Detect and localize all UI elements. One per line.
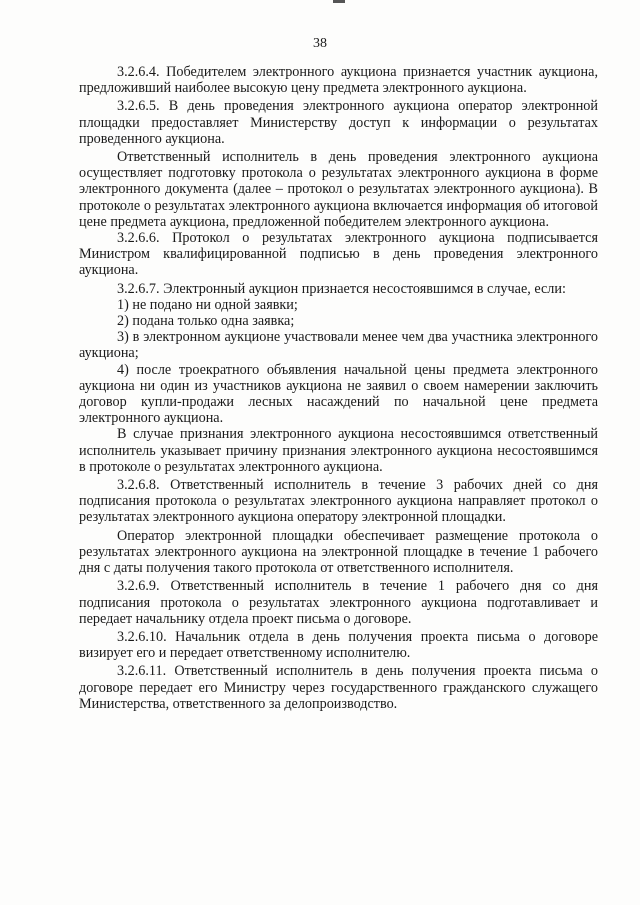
paragraph-3-2-6-10: 3.2.6.10. Начальник отдела в день получения проекта письма о договоре визирует его и передает ответственному исполнителю. <box>79 628 598 662</box>
scan-mark <box>333 0 345 3</box>
paragraph-3-2-6-9: 3.2.6.9. Ответственный исполнитель в течение 1 рабочего дня со дня подписания протокола о результатах электронного аукциона подготавливает и передает начальнику отдела проект письма о договоре. <box>79 578 598 627</box>
list-item-3: 3) в электронном аукционе участвовали менее чем два участника электронного аукциона; <box>79 329 598 362</box>
paragraph-operator-publication: Оператор электронной площадки обеспечивает размещение протокола о результатах электронного аукциона на электронной площадке в течение 1 рабочего дня с даты получения такого протокола от ответственного исполнителя. <box>79 527 598 577</box>
paragraph-3-2-6-4: 3.2.6.4. Победителем электронного аукциона признается участник аукциона, предложивший наиболее высокую цену предмета электронного аукциона. <box>79 64 598 97</box>
paragraph-failure-reason: В случае признания электронного аукциона несостоявшимся ответственный исполнитель указывает причину признания электронного аукциона несостоявшимся в протоколе о результатах электронного аукциона. <box>79 426 598 475</box>
list-item-4: 4) после троекратного объявления начальной цены предмета электронного аукциона ни один из участников аукциона не заявил о своем намерении заключить договор купли-продажи лесных насаждений по начальной цене предмета электронного аукциона. <box>79 361 598 427</box>
paragraph-3-2-6-7: 3.2.6.7. Электронный аукцион признается несостоявшимся в случае, если: <box>117 280 566 297</box>
paragraph-3-2-6-6: 3.2.6.6. Протокол о результатах электронного аукциона подписывается Министром квалифицированной подписью в день проведения электронного аукциона. <box>79 230 598 279</box>
list-item-1: 1) не подано ни одной заявки; <box>117 296 298 313</box>
document-body <box>79 64 598 712</box>
paragraph-3-2-6-11: 3.2.6.11. Ответственный исполнитель в день получения проекта письма о договоре передает его Министру через государственного гражданского служащего Министерства, ответственного за делопроизводство. <box>79 663 598 712</box>
paragraph-protocol-preparation: Ответственный исполнитель в день проведения электронного аукциона осуществляет подготовку протокола о результатах электронного аукциона в форме электронного документа (далее – протокол о результатах электронного аукциона). В протоколе о результатах электронного аукциона включается информация об итоговой цене предмета аукциона, предложенной победителем электронного аукциона. <box>79 149 598 230</box>
paragraph-3-2-6-5: 3.2.6.5. В день проведения электронного аукциона оператор электронной площадки предоставляет Министерству доступ к информации о результатах проведенного аукциона. <box>79 98 598 147</box>
page-number: 38 <box>313 36 327 51</box>
list-item-2: 2) подана только одна заявка; <box>117 313 295 330</box>
paragraph-3-2-6-8: 3.2.6.8. Ответственный исполнитель в течение 3 рабочих дней со дня подписания протокола о результатах электронного аукциона направляет протокол о результатах электронного аукциона оператору электронной площадки. <box>79 477 598 526</box>
